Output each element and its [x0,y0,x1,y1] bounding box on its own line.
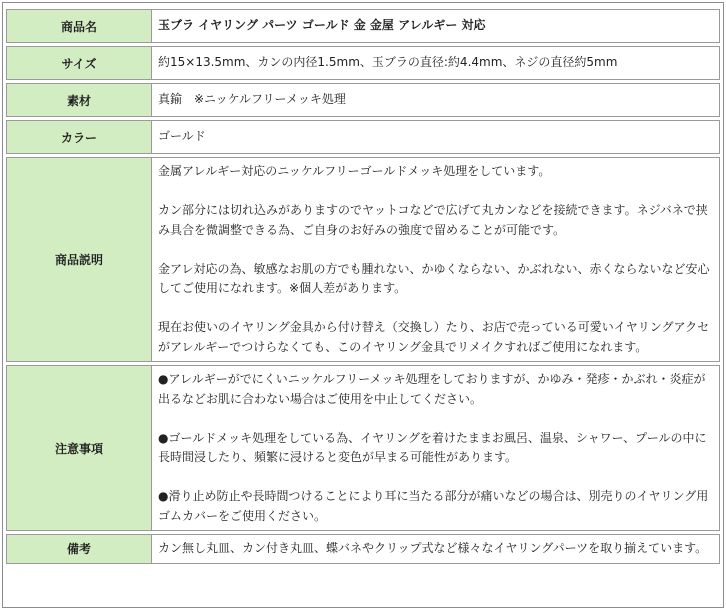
row-remarks [6,534,720,564]
product-spec-table [6,6,720,567]
notes-paragraph: ●ゴールドメッキ処理をしている為、イヤリングを着けたままお風呂、温泉、シャワー、プールの中に長時間浸したり、頻繁に浸けると変色が早まる可能性があります。 [158,430,707,464]
row-color [6,120,720,154]
value-color: ゴールド [152,120,720,154]
value-description [152,157,720,362]
label-size: サイズ [6,46,152,80]
description-paragraph: 金属アレルギー対応のニッケルフリーゴールドメッキ処理をしています。 [158,164,551,178]
row-product-name [6,9,720,43]
label-description: 商品説明 [6,157,152,362]
label-product-name: 商品名 [6,9,152,43]
label-notes: 注意事項 [6,365,152,531]
row-size [6,46,720,80]
description-paragraph: カン部分には切れ込みがありますのでヤットコなどで広げて丸カンなどを接続できます。ネジバネで挟み具合を微調整できる為、ご自身のお好みの強度で留めることが可能です。 [158,203,708,237]
description-paragraph: 金アレ対応の為、敏感なお肌の方でも腫れない、かゆくならない、かぶれない、赤くならないなど安心してご使用になれます。※個人差があります。 [158,261,710,295]
label-color: カラー [6,120,152,154]
value-remarks: カン無し丸皿、カン付き丸皿、蝶バネやクリップ式など様々なイヤリングパーツを取り揃えています。 [152,534,720,564]
description-paragraph: 現在お使いのイヤリング金具から付け替え（交換し）たり、お店で売っている可愛いイヤリングアクセがアレルギーでつけらなくても、このイヤリング金具でリメイクすればご使用になれます。 [158,320,710,354]
row-material [6,83,720,117]
value-material: 真鍮 ※ニッケルフリーメッキ処理 [152,83,720,117]
label-remarks: 備考 [6,534,152,564]
value-size: 約15×13.5mm、カンの内径1.5mm、玉ブラの直径:約4.4mm、ネジの直径約5mm [152,46,720,80]
notes-paragraph: ●アレルギーがでにくいニッケルフリーメッキ処理をしておりますが、かゆみ・発疹・かぶれ・炎症が出るなどお肌に合わない場合はご使用を中止してください。 [158,372,706,406]
row-description [6,157,720,362]
notes-paragraph: ●滑り止め防止や長時間つけることにより耳に当たる部分が痛いなどの場合は、別売りのイヤリング用ゴムカバーをご使用ください。 [158,489,709,523]
label-material: 素材 [6,83,152,117]
value-notes [152,365,720,531]
row-notes [6,365,720,531]
value-product-name: 玉ブラ イヤリング パーツ ゴールド 金 金屋 アレルギー 対応 [152,9,720,43]
